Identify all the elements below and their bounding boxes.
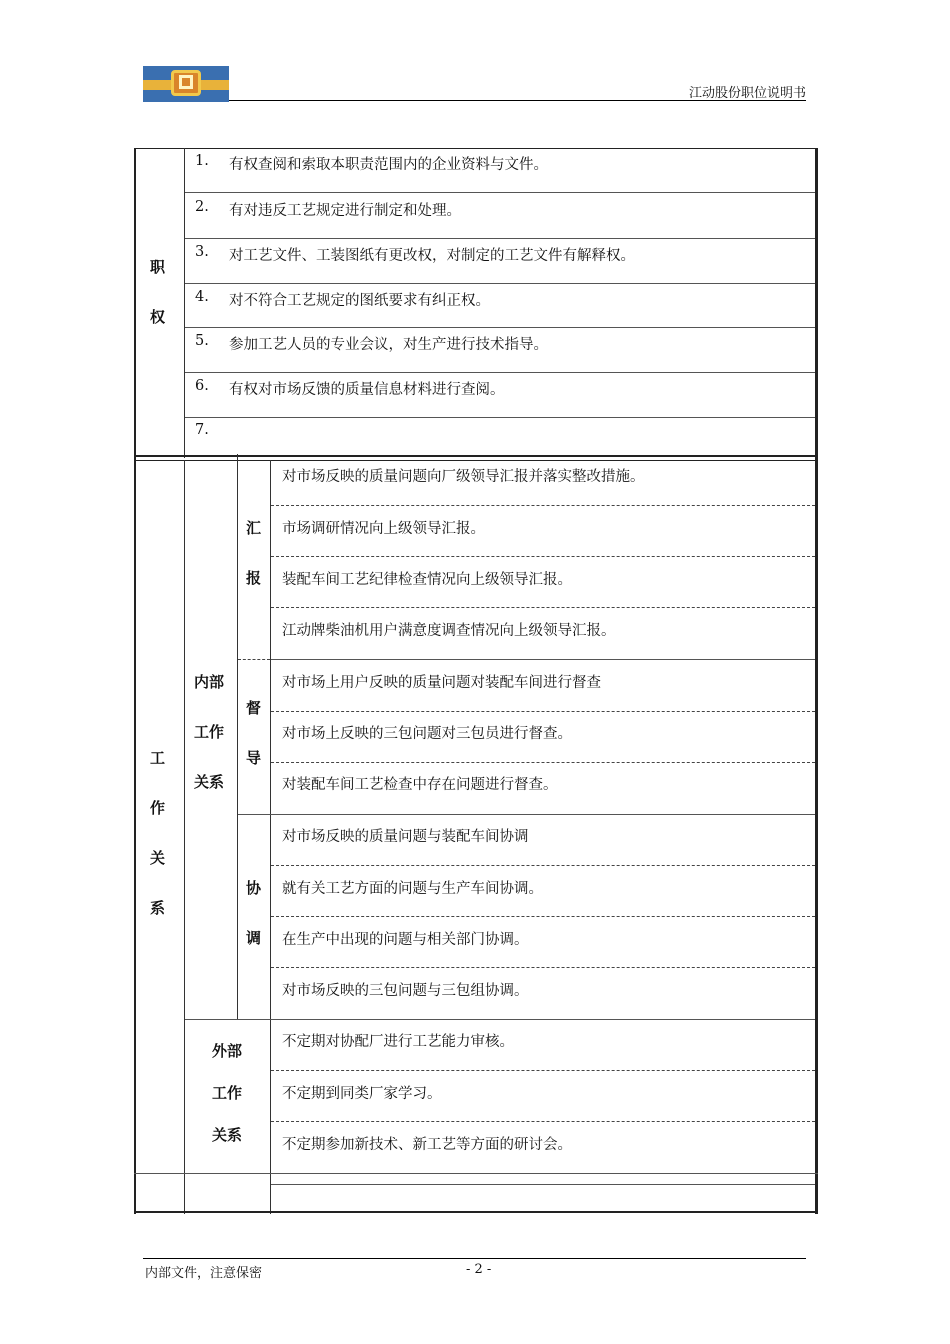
authority-num: 2.	[195, 199, 209, 215]
external-label-3: 关系	[212, 1126, 243, 1144]
supervise-item: 对市场上反映的三包问题对三包员进行督查。	[282, 726, 572, 742]
authority-label-1: 职	[150, 258, 166, 276]
external-item: 不定期到同类厂家学习。	[282, 1086, 442, 1102]
report-label-2: 报	[246, 569, 262, 587]
authority-label-2: 权	[150, 308, 166, 326]
authority-divider	[184, 148, 185, 458]
company-logo	[143, 66, 229, 102]
coordinate-label-1: 协	[246, 879, 262, 897]
authority-num: 4.	[195, 289, 209, 305]
coordinate-item: 对市场反映的质量问题与装配车间协调	[282, 829, 529, 845]
table-top-border	[134, 148, 818, 149]
supervise-item: 对装配车间工艺检查中存在问题进行督查。	[282, 777, 558, 793]
authority-item: 有权查阅和索取本职责范围内的企业资料与文件。	[229, 157, 548, 173]
authority-num: 3.	[195, 244, 209, 260]
page-number: - 2 -	[466, 1262, 492, 1277]
report-item: 对市场反映的质量问题向厂级领导汇报并落实整改措施。	[282, 469, 645, 485]
internal-label-2: 工作	[194, 723, 225, 741]
document-title: 江动股份职位说明书	[688, 86, 806, 101]
supervise-label-1: 督	[246, 699, 262, 717]
coordinate-item: 对市场反映的三包问题与三包组协调。	[282, 983, 529, 999]
external-item: 不定期对协配厂进行工艺能力审核。	[282, 1034, 514, 1050]
authority-item: 参加工艺人员的专业会议，对生产进行技术指导。	[229, 337, 548, 353]
table-left-border	[134, 148, 136, 1214]
footer-rule	[143, 1258, 806, 1259]
report-item: 装配车间工艺纪律检查情况向上级领导汇报。	[282, 572, 572, 588]
authority-item: 对工艺文件、工装图纸有更改权，对制定的工艺文件有解释权。	[229, 248, 635, 264]
authority-item: 对不符合工艺规定的图纸要求有纠正权。	[229, 293, 490, 309]
authority-num: 6.	[195, 378, 209, 394]
authority-num: 7.	[195, 422, 209, 438]
external-label-1: 外部	[212, 1042, 243, 1060]
relations-label-3: 关	[150, 849, 166, 867]
relations-label-1: 工	[150, 749, 166, 767]
internal-label-1: 内部	[194, 673, 225, 691]
coordinate-label-2: 调	[246, 929, 262, 947]
coordinate-item: 就有关工艺方面的问题与生产车间协调。	[282, 881, 543, 897]
authority-item: 有权对市场反馈的质量信息材料进行查阅。	[229, 382, 505, 398]
authority-item: 有对违反工艺规定进行制定和处理。	[229, 203, 461, 219]
external-label-2: 工作	[212, 1084, 243, 1102]
internal-label-3: 关系	[194, 773, 225, 791]
external-item: 不定期参加新技术、新工艺等方面的研讨会。	[282, 1137, 572, 1153]
relations-label-2: 作	[150, 799, 166, 817]
supervise-label-2: 导	[246, 749, 262, 767]
report-item: 江动牌柴油机用户满意度调查情况向上级领导汇报。	[282, 623, 616, 639]
relations-label-4: 系	[150, 899, 166, 917]
supervise-item: 对市场上用户反映的质量问题对装配车间进行督查	[282, 675, 601, 691]
footer-confidential: 内部文件，注意保密	[145, 1266, 263, 1281]
table-right-border	[815, 148, 818, 1214]
report-label-1: 汇	[246, 519, 262, 537]
authority-num: 1.	[195, 153, 209, 169]
report-item: 市场调研情况向上级领导汇报。	[282, 521, 485, 537]
coordinate-item: 在生产中出现的问题与相关部门协调。	[282, 932, 529, 948]
authority-num: 5.	[195, 333, 209, 349]
